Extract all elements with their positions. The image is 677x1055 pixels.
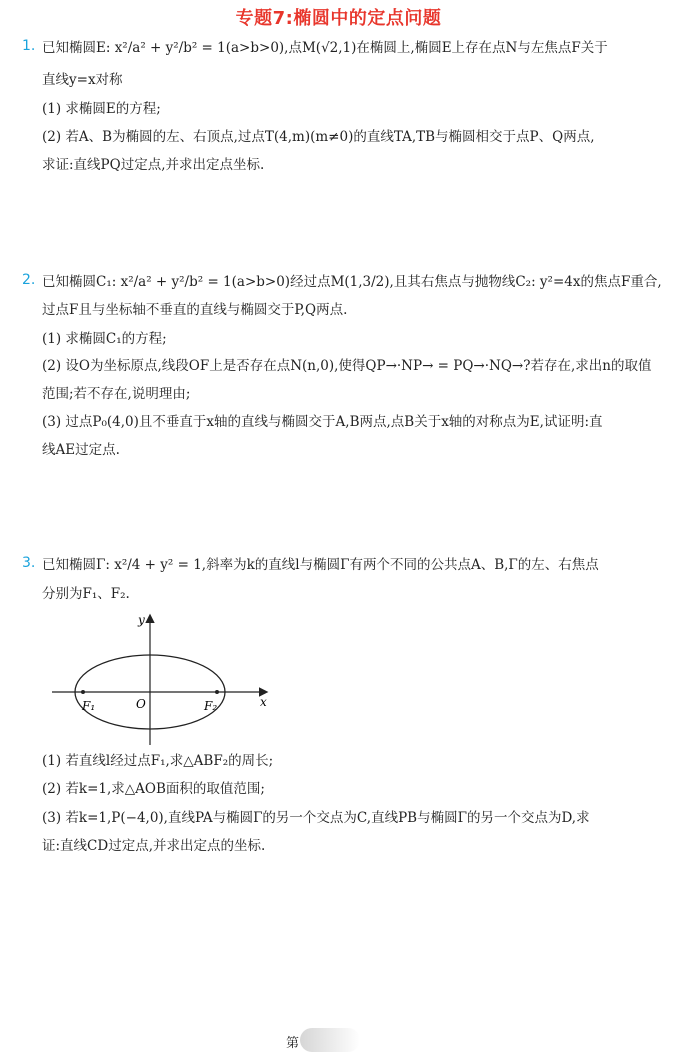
- problem-number: 2.: [22, 272, 36, 288]
- focus-f1-dot: [81, 690, 85, 694]
- y-axis-label: y: [138, 613, 145, 627]
- focus-f2-label: F₂: [204, 699, 218, 713]
- problem-line: (2) 设O为坐标原点,线段OF上是否存在点N(n,0),使得QP→·NP→ = PQ→·NQ→?若存在,求出n的取值: [42, 358, 652, 374]
- problem-line: (1) 若直线l经过点F₁,求△ABF₂的周长;: [42, 753, 274, 769]
- problem-line: 线AE过定点.: [42, 442, 120, 458]
- problem-line: (3) 过点P₀(4,0)且不垂直于x轴的直线与椭圆交于A,B两点,点B关于x轴的对称点为E,试证明:直: [42, 414, 603, 430]
- focus-f1-label: F₁: [82, 699, 96, 713]
- problem-line: 已知椭圆E: x²/a² + y²/b² = 1(a>b>0),点M(√2,1)在椭圆上,椭圆E上存在点N与左焦点F关于: [42, 40, 608, 56]
- page-footer-fade: [300, 1028, 360, 1052]
- page-title: 专题7:椭圆中的定点问题: [235, 8, 442, 29]
- problem-line: 已知椭圆C₁: x²/a² + y²/b² = 1(a>b>0)经过点M(1,3/2),且其右焦点与抛物线C₂: y²=4x的焦点F重合,: [42, 274, 662, 290]
- page-footer: 第: [286, 1036, 300, 1051]
- problem-line: 求证:直线PQ过定点,并求出定点坐标.: [42, 157, 265, 173]
- problem-line: 过点F且与坐标轴不垂直的直线与椭圆交于P,Q两点.: [42, 302, 348, 318]
- problem-line: 直线y=x对称: [42, 72, 123, 88]
- problem-line: 证:直线CD过定点,并求出定点的坐标.: [42, 838, 266, 854]
- problem-number: 3.: [22, 555, 36, 571]
- problem-line: (2) 若k=1,求△AOB面积的取值范围;: [42, 781, 265, 797]
- problem-line: 范围;若不存在,说明理由;: [42, 386, 191, 402]
- x-axis-label: x: [260, 695, 267, 709]
- problem-line: (2) 若A、B为椭圆的左、右顶点,过点T(4,m)(m≠0)的直线TA,TB与椭圆相交于点P、Q两点,: [42, 129, 595, 145]
- problem-number: 1.: [22, 38, 36, 54]
- origin-label: O: [136, 697, 146, 711]
- problem-line: 已知椭圆Γ: x²/4 + y² = 1,斜率为k的直线l与椭圆Γ有两个不同的公共点A、B,Γ的左、右焦点: [42, 557, 599, 573]
- problem-line: (1) 求椭圆E的方程;: [42, 101, 161, 117]
- ellipse-figure: [52, 610, 292, 750]
- problem-line: (1) 求椭圆C₁的方程;: [42, 331, 167, 347]
- problem-line: (3) 若k=1,P(−4,0),直线PA与椭圆Γ的另一个交点为C,直线PB与椭圆Γ的另一个交点为D,求: [42, 810, 590, 826]
- problem-line: 分别为F₁、F₂.: [42, 586, 130, 602]
- focus-f2-dot: [215, 690, 219, 694]
